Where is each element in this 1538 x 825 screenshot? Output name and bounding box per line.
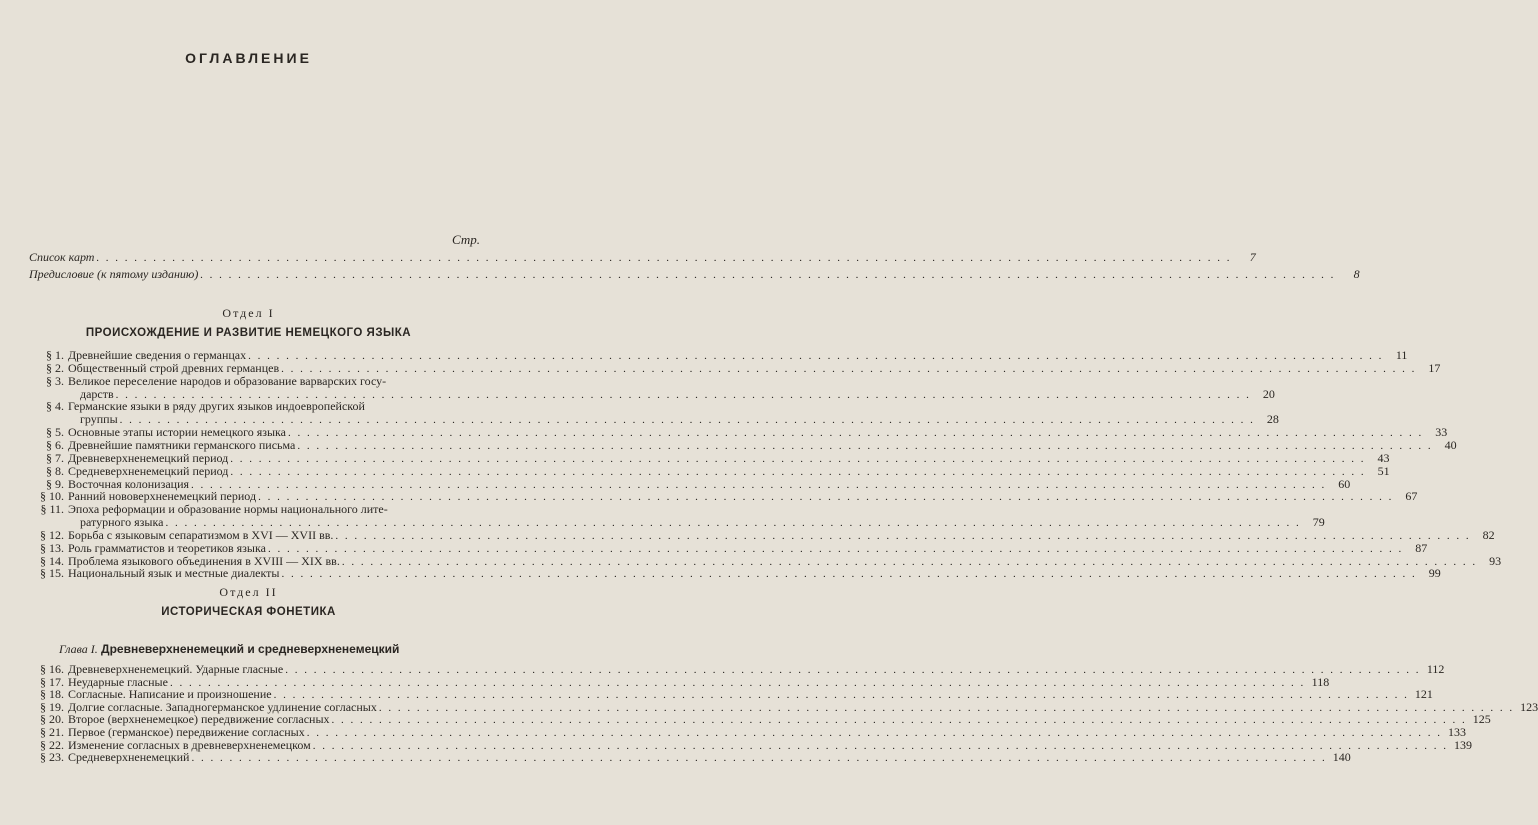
- entry-title: Эпоха реформации и образование нормы национального лите-: [68, 502, 388, 517]
- entry-page-number: 112: [1426, 662, 1445, 676]
- entry-title: Древнейшие памятники германского письма: [68, 437, 296, 452]
- section-number: § 12.: [40, 527, 64, 542]
- entry-title: Древневерхненемецкий период: [68, 450, 229, 465]
- section-number: § 18.: [40, 687, 64, 702]
- dot-leader: . . . . . . . . . . . . . . . . . . . . . . . . . . . . . . . . . . . . . . . . . . . . . . . . . . . . . . . . . . . . . . . . . . . . . . . . . . . . . . . . . . . . . . . . . . . . . . . . . . . . . . . . . . . . . . . . . . . . . . . .: [281, 568, 1417, 581]
- dot-leader: . . . . . . . . . . . . . . . . . . . . . . . . . . . . . . . . . . . . . . . . . . . . . . . . . . . . . . . . . . . . . . . . . . . . . . . . . . . . . . . . . . . . . . . . . . . . . . . . . . . . . . . . . . . . . . . . . . . . . . . .: [200, 269, 1336, 281]
- entry-title: дарств: [80, 386, 114, 401]
- dot-leader: . . . . . . . . . . . . . . . . . . . . . . . . . . . . . . . . . . . . . . . . . . . . . . . . . . . . . . . . . . . . . . . . . . . . . . . . . . . . . . . . . . . . . . . . . . . . . . . . . . . . . . . . . . . . . . . . . . . . . . . .: [331, 714, 1467, 727]
- entry-title: Первое (германское) передвижение согласных: [68, 725, 305, 739]
- entry-title: Основные этапы истории немецкого языка: [68, 425, 286, 440]
- section-number: § 9.: [46, 476, 64, 491]
- entry-page-number: 28: [1266, 412, 1279, 427]
- entry-title: группы: [80, 412, 118, 427]
- entry-page-number: 7: [1249, 250, 1256, 264]
- dot-leader: . . . . . . . . . . . . . . . . . . . . . . . . . . . . . . . . . . . . . . . . . . . . . . . . . . . . . . . . . . . . . . . . . . . . . . . . . . . . . . . . . . . . . . . . . . . . . . . . . . . . . . . . . . . . . . . . . . . . . . . .: [230, 465, 1366, 478]
- entry-title: ратурного языка: [80, 515, 164, 530]
- entry-page-number: 133: [1447, 725, 1466, 739]
- entry-page-number: 82: [1482, 527, 1495, 542]
- entry-page-number: 17: [1428, 360, 1441, 375]
- toc-line: [29, 267, 1360, 282]
- entry-page-number: 40: [1444, 437, 1457, 452]
- entry-title: Согласные. Написание и произношение: [68, 687, 272, 702]
- dot-leader: . . . . . . . . . . . . . . . . . . . . . . . . . . . . . . . . . . . . . . . . . . . . . . . . . . . . . . . . . . . . . . . . . . . . . . . . . . . . . . . . . . . . . . . . . . . . . . . . . . . . . . . . . . . . . . . . . . . . . . . .: [273, 689, 1409, 702]
- dot-leader: . . . . . . . . . . . . . . . . . . . . . . . . . . . . . . . . . . . . . . . . . . . . . . . . . . . . . . . . . . . . . . . . . . . . . . . . . . . . . . . . . . . . . . . . . . . . . . . . . . . . . . . . . . . . . . . . . . . . . . . .: [248, 350, 1384, 362]
- entry-page-number: 99: [1428, 566, 1441, 581]
- entry-title: Восточная колонизация: [68, 476, 190, 491]
- part-1-label: Отдел I: [222, 306, 275, 320]
- dot-leader: . . . . . . . . . . . . . . . . . . . . . . . . . . . . . . . . . . . . . . . . . . . . . . . . . . . . . . . . . . . . . . . . . . . . . . . . . . . . . . . . . . . . . . . . . . . . . . . . . . . . . . . . . . . . . . . . . . . . . . . .: [306, 727, 1442, 739]
- entry-title: Роль грамматистов и теоретиков языка: [68, 540, 266, 555]
- entry-page-number: 43: [1377, 450, 1390, 465]
- entry-page-number: 118: [1311, 674, 1330, 689]
- entry-page-number: 11: [1395, 348, 1408, 362]
- section-number: § 16.: [40, 662, 64, 676]
- entry-title: Предисловие (к пятому изданию): [29, 267, 199, 281]
- dot-leader: . . . . . . . . . . . . . . . . . . . . . . . . . . . . . . . . . . . . . . . . . . . . . . . . . . . . . . . . . . . . . . . . . . . . . . . . . . . . . . . . . . . . . . . . . . . . . . . . . . . . . . . . . . . . . . . . . . . . . . . .: [297, 439, 1433, 452]
- dot-leader: . . . . . . . . . . . . . . . . . . . . . . . . . . . . . . . . . . . . . . . . . . . . . . . . . . . . . . . . . . . . . . . . . . . . . . . . . . . . . . . . . . . . . . . . . . . . . . . . . . . . . . . . . . . . . . . . . . . . . . . .: [341, 555, 1478, 568]
- dot-leader: . . . . . . . . . . . . . . . . . . . . . . . . . . . . . . . . . . . . . . . . . . . . . . . . . . . . . . . . . . . . . . . . . . . . . . . . . . . . . . . . . . . . . . . . . . . . . . . . . . . . . . . . . . . . . . . . . . . . . . . .: [281, 362, 1417, 375]
- dot-leader: . . . . . . . . . . . . . . . . . . . . . . . . . . . . . . . . . . . . . . . . . . . . . . . . . . . . . . . . . . . . . . . . . . . . . . . . . . . . . . . . . . . . . . . . . . . . . . . . . . . . . . . . . . . . . . . . . . . . . . . .: [378, 701, 1515, 714]
- section-number: § 20.: [40, 712, 64, 727]
- dot-leader: . . . . . . . . . . . . . . . . . . . . . . . . . . . . . . . . . . . . . . . . . . . . . . . . . . . . . . . . . . . . . . . . . . . . . . . . . . . . . . . . . . . . . . . . . . . . . . . . . . . . . . . . . . . . . . . . . . . . . . . .: [267, 542, 1404, 555]
- dot-leader: . . . . . . . . . . . . . . . . . . . . . . . . . . . . . . . . . . . . . . . . . . . . . . . . . . . . . . . . . . . . . . . . . . . . . . . . . . . . . . . . . . . . . . . . . . . . . . . . . . . . . . . . . . . . . . . . . . . . . . . .: [288, 427, 1424, 440]
- dot-leader: . . . . . . . . . . . . . . . . . . . . . . . . . . . . . . . . . . . . . . . . . . . . . . . . . . . . . . . . . . . . . . . . . . . . . . . . . . . . . . . . . . . . . . . . . . . . . . . . . . . . . . . . . . . . . . . . . . . . . . . .: [165, 517, 1301, 530]
- section-number: § 15.: [40, 566, 64, 581]
- section-number: § 1.: [46, 348, 64, 362]
- page-column-label: Стр.: [452, 232, 480, 247]
- section-number: § 7.: [46, 450, 64, 465]
- section-number: § 23.: [40, 750, 64, 765]
- dot-leader: . . . . . . . . . . . . . . . . . . . . . . . . . . . . . . . . . . . . . . . . . . . . . . . . . . . . . . . . . . . . . . . . . . . . . . . . . . . . . . . . . . . . . . . . . . . . . . . . . . . . . . . . . . . . . . . . . . . . . . . .: [191, 478, 1327, 491]
- dot-leader: . . . . . . . . . . . . . . . . . . . . . . . . . . . . . . . . . . . . . . . . . . . . . . . . . . . . . . . . . . . . . . . . . . . . . . . . . . . . . . . . . . . . . . . . . . . . . . . . . . . . . . . . . . . . . . . . . . . . . . . .: [115, 388, 1251, 401]
- entry-page-number: 67: [1405, 489, 1418, 504]
- section-number: § 2.: [46, 360, 64, 375]
- page-title: ОГЛАВЛЕНИЕ: [185, 50, 312, 66]
- entry-title: Национальный язык и местные диалекты: [68, 566, 280, 581]
- entry-title: Ранний нововерхненемецкий период: [68, 489, 257, 504]
- entry-page-number: 139: [1453, 737, 1472, 752]
- section-number: § 11.: [40, 502, 64, 517]
- entry-title: Общественный строй древних германцев: [68, 360, 280, 375]
- section-number: § 17.: [40, 674, 64, 689]
- toc-line: [29, 250, 1256, 265]
- part-2-heading: ИСТОРИЧЕСКАЯ ФОНЕТИКА: [161, 606, 336, 618]
- section-number: § 14.: [40, 553, 64, 568]
- entry-page-number: 79: [1312, 515, 1325, 530]
- chapter-label: Глава I.: [59, 642, 98, 656]
- entry-title: Список карт: [29, 250, 95, 264]
- entry-page-number: 140: [1332, 750, 1351, 765]
- entry-title: Проблема языкового объединения в XVIII — XIX вв.: [68, 553, 340, 568]
- entry-title: Средневерхненемецкий: [68, 750, 190, 765]
- entry-title: Древневерхненемецкий. Ударные гласные: [68, 662, 284, 676]
- section-number: § 19.: [40, 699, 64, 714]
- dot-leader: . . . . . . . . . . . . . . . . . . . . . . . . . . . . . . . . . . . . . . . . . . . . . . . . . . . . . . . . . . . . . . . . . . . . . . . . . . . . . . . . . . . . . . . . . . . . . . . . . . . . . . . . . . . . . . . . . . . . . . . .: [312, 739, 1448, 752]
- entry-title: Долгие согласные. Западногерманское удлинение согласных: [68, 699, 377, 714]
- entry-page-number: 60: [1338, 476, 1351, 491]
- section-number: § 3.: [46, 373, 64, 388]
- entry-title: Борьба с языковым сепаратизмом в XVI — XVII вв.: [68, 527, 334, 542]
- toc-line: [68, 750, 1351, 765]
- section-number: § 22.: [40, 737, 64, 752]
- part-1-heading: ПРОИСХОЖДЕНИЕ И РАЗВИТИЕ НЕМЕЦКОГО ЯЗЫКА: [85, 327, 412, 339]
- entry-page-number: 121: [1414, 687, 1433, 702]
- section-number: § 5.: [46, 425, 64, 440]
- dot-leader: . . . . . . . . . . . . . . . . . . . . . . . . . . . . . . . . . . . . . . . . . . . . . . . . . . . . . . . . . . . . . . . . . . . . . . . . . . . . . . . . . . . . . . . . . . . . . . . . . . . . . . . . . . . . . . . . . . . . . . . .: [230, 452, 1366, 465]
- section-number: § 4.: [46, 399, 64, 414]
- entry-page-number: 8: [1353, 267, 1360, 281]
- entry-title: Древнейшие сведения о германцах: [68, 348, 247, 362]
- chapter-title: Древневерхненемецкий и средневерхненемецкий: [101, 642, 400, 656]
- dot-leader: . . . . . . . . . . . . . . . . . . . . . . . . . . . . . . . . . . . . . . . . . . . . . . . . . . . . . . . . . . . . . . . . . . . . . . . . . . . . . . . . . . . . . . . . . . . . . . . . . . . . . . . . . . . . . . . . . . . . . . . .: [96, 252, 1232, 264]
- entry-page-number: 125: [1472, 712, 1491, 727]
- dot-leader: . . . . . . . . . . . . . . . . . . . . . . . . . . . . . . . . . . . . . . . . . . . . . . . . . . . . . . . . . . . . . . . . . . . . . . . . . . . . . . . . . . . . . . . . . . . . . . . . . . . . . . . . . . . . . . . . . . . . . . . .: [285, 664, 1421, 676]
- entry-title: Германские языки в ряду других языков индоевропейской: [68, 399, 365, 414]
- section-number: § 10.: [40, 489, 64, 504]
- part-2-label: Отдел II: [219, 585, 278, 599]
- dot-leader: . . . . . . . . . . . . . . . . . . . . . . . . . . . . . . . . . . . . . . . . . . . . . . . . . . . . . . . . . . . . . . . . . . . . . . . . . . . . . . . . . . . . . . . . . . . . . . . . . . . . . . . . . . . . . . . . . . . . . . . .: [335, 529, 1471, 542]
- toc-line: [68, 566, 1441, 581]
- entry-page-number: 51: [1377, 463, 1390, 478]
- chapter-heading: [59, 642, 399, 657]
- section-number: § 13.: [40, 540, 64, 555]
- entry-page-number: 33: [1435, 425, 1448, 440]
- entry-page-number: 87: [1415, 540, 1428, 555]
- entry-page-number: 20: [1262, 386, 1275, 401]
- dot-leader: . . . . . . . . . . . . . . . . . . . . . . . . . . . . . . . . . . . . . . . . . . . . . . . . . . . . . . . . . . . . . . . . . . . . . . . . . . . . . . . . . . . . . . . . . . . . . . . . . . . . . . . . . . . . . . . . . . . . . . . .: [119, 414, 1255, 427]
- entry-title: Средневерхненемецкий период: [68, 463, 229, 478]
- section-number: § 6.: [46, 437, 64, 452]
- dot-leader: . . . . . . . . . . . . . . . . . . . . . . . . . . . . . . . . . . . . . . . . . . . . . . . . . . . . . . . . . . . . . . . . . . . . . . . . . . . . . . . . . . . . . . . . . . . . . . . . . . . . . . . . . . . . . . . . . . . . . . . .: [258, 491, 1394, 504]
- entry-title: Великое переселение народов и образование варварских госу-: [68, 373, 387, 388]
- section-number: § 8.: [46, 463, 64, 478]
- section-number: § 21.: [40, 725, 64, 739]
- dot-leader: . . . . . . . . . . . . . . . . . . . . . . . . . . . . . . . . . . . . . . . . . . . . . . . . . . . . . . . . . . . . . . . . . . . . . . . . . . . . . . . . . . . . . . . . . . . . . . . . . . . . . . . . . . . . . . . . . . . . . . . .: [191, 752, 1327, 765]
- entry-title: Неударные гласные: [68, 674, 168, 689]
- entry-title: Изменение согласных в древневерхненемецком: [68, 737, 311, 752]
- entry-page-number: 93: [1489, 553, 1502, 568]
- entry-page-number: 123: [1520, 699, 1538, 714]
- entry-title: Второе (верхненемецкое) передвижение согласных: [68, 712, 330, 727]
- dot-leader: . . . . . . . . . . . . . . . . . . . . . . . . . . . . . . . . . . . . . . . . . . . . . . . . . . . . . . . . . . . . . . . . . . . . . . . . . . . . . . . . . . . . . . . . . . . . . . . . . . . . . . . . . . . . . . . . . . . . . . . .: [169, 676, 1306, 689]
